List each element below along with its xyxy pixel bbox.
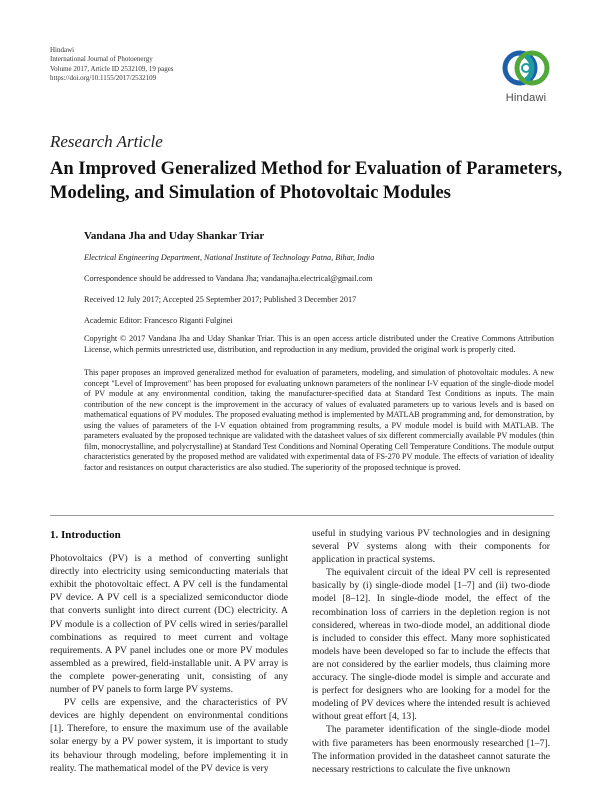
body-paragraph: Photovoltaics (PV) is a method of converting sunlight directly into electricity using semiconducting materials that exhibit the photovoltaic effect. A PV cell is the fundamental PV device. A PV cell is a specialized semiconductor diode that converts sunlight into direct current (DC) electricity. A PV module is a collection of PV cells wired in series/parallel combinations as required to meet current and voltage requirements. A PV panel includes one or more PV modules assembled as a prewired, field-installable unit. A PV array is the complete power-generating unit, consisting of any number of PV panels to form large PV systems.	[50, 553, 288, 696]
academic-editor: Academic Editor: Francesco Riganti Fulginei	[84, 316, 233, 325]
body-paragraph: The parameter identification of the single-diode model with five parameters has been enormously researched [1–7]. The information provided in the datasheet cannot saturate the necessary restrictions to calculate the five unknown	[312, 724, 550, 775]
logo-wordmark: Hindawi	[505, 92, 547, 104]
body-column-left	[50, 525, 288, 775]
section-heading: 1. Introduction	[50, 529, 121, 541]
body-paragraph: The equivalent circuit of the ideal PV cell is represented basically by (i) single-diode model [1–7] and (ii) two-diode model [8–12]. In single-diode model, the effect of the recombination loss of carriers in the depletion region is not considered, whereas in two-diode model, an additional diode is included to consider this effect. Many more sophisticated models have been developed so far to include the effects that are not considered by the earlier models, thus claiming more accuracy. The single-diode model is simple and accurate and is perfect for designers who are looking for a model for the modeling of PV devices where the intended result is achieved without great effort [4, 13].	[312, 567, 550, 723]
volume-info: Volume 2017, Article ID 2532109, 19 pages	[50, 64, 174, 73]
doi-link[interactable]: https://doi.org/10.1155/2017/2532109	[50, 74, 157, 83]
journal-header	[50, 46, 350, 84]
hindawi-logo-icon	[498, 46, 554, 92]
article-type: Research Article	[50, 132, 163, 151]
body-paragraph: useful in studying various PV technologies and in designing several PV systems along with their components for application in practical systems.	[312, 528, 550, 566]
article-title: An Improved Generalized Method for Evaluation of Parameters, Modeling, and Simulation of Photovoltaic Modules	[50, 159, 563, 203]
hindawi-logo	[498, 46, 554, 106]
publication-dates: Received 12 July 2017; Accepted 25 September 2017; Published 3 December 2017	[84, 295, 357, 304]
copyright-notice: Copyright © 2017 Vandana Jha and Uday Shankar Triar. This is an open access article distributed under the Creative Commons Attribution License, which permits unrestricted use, distribution, and reproduction in any medium, provided the original work is properly cited.	[84, 334, 554, 354]
author-list: Vandana Jha and Uday Shankar Triar	[84, 230, 265, 242]
affiliation: Electrical Engineering Department, National Institute of Technology Patna, Bihar, India	[84, 253, 375, 262]
abstract: This paper proposes an improved generalized method for evaluation of parameters, modeling, and simulation of photovoltaic modules. A new concept "Level of Improvement" has been proposed for evaluating unknown parameters of the nonlinear I-V equation of the single-diode model of PV module at any environmental condition, taking the manufacturer-specified data at Standard Test Conditions as inputs. The main contribution of the new concept is the improvement in the accuracy of values of evaluated parameters up to various levels and is based on mathematical equations of PV modules. The proposed evaluating method is implemented by MATLAB programming and, for demonstration, by using the values of parameters of the I-V equation obtained from programming results, a PV module model is build with MATLAB. The parameters evaluated by the proposed technique are validated with the datasheet values of six different commercially available PV modules (thin film, monocrystalline, and polycrystalline) at Standard Test Conditions and Nominal Operating Cell Temperature Conditions. The module output characteristics generated by the proposed method are validated with experimental data of FS-270 PV module. The effects of variation of ideality factor and resistances on output characteristics are also studied. The superiority of the proposed technique is proved.	[84, 368, 554, 472]
body-paragraph: PV cells are expensive, and the characteristics of PV devices are highly dependent on environmental conditions [1]. Therefore, to ensure the maximum use of the available solar energy by a PV power system, it is important to study its behaviour through modeling, before implementing it in reality. The mathematical model of the PV device is very	[50, 697, 288, 774]
journal-name: International Journal of Photoenergy	[50, 55, 153, 64]
correspondence: Correspondence should be addressed to Vandana Jha; vandanajha.electrical@gmail.com	[84, 274, 373, 283]
body-column-right	[312, 527, 550, 776]
section-divider	[50, 515, 554, 516]
publisher-name: Hindawi	[50, 46, 75, 54]
